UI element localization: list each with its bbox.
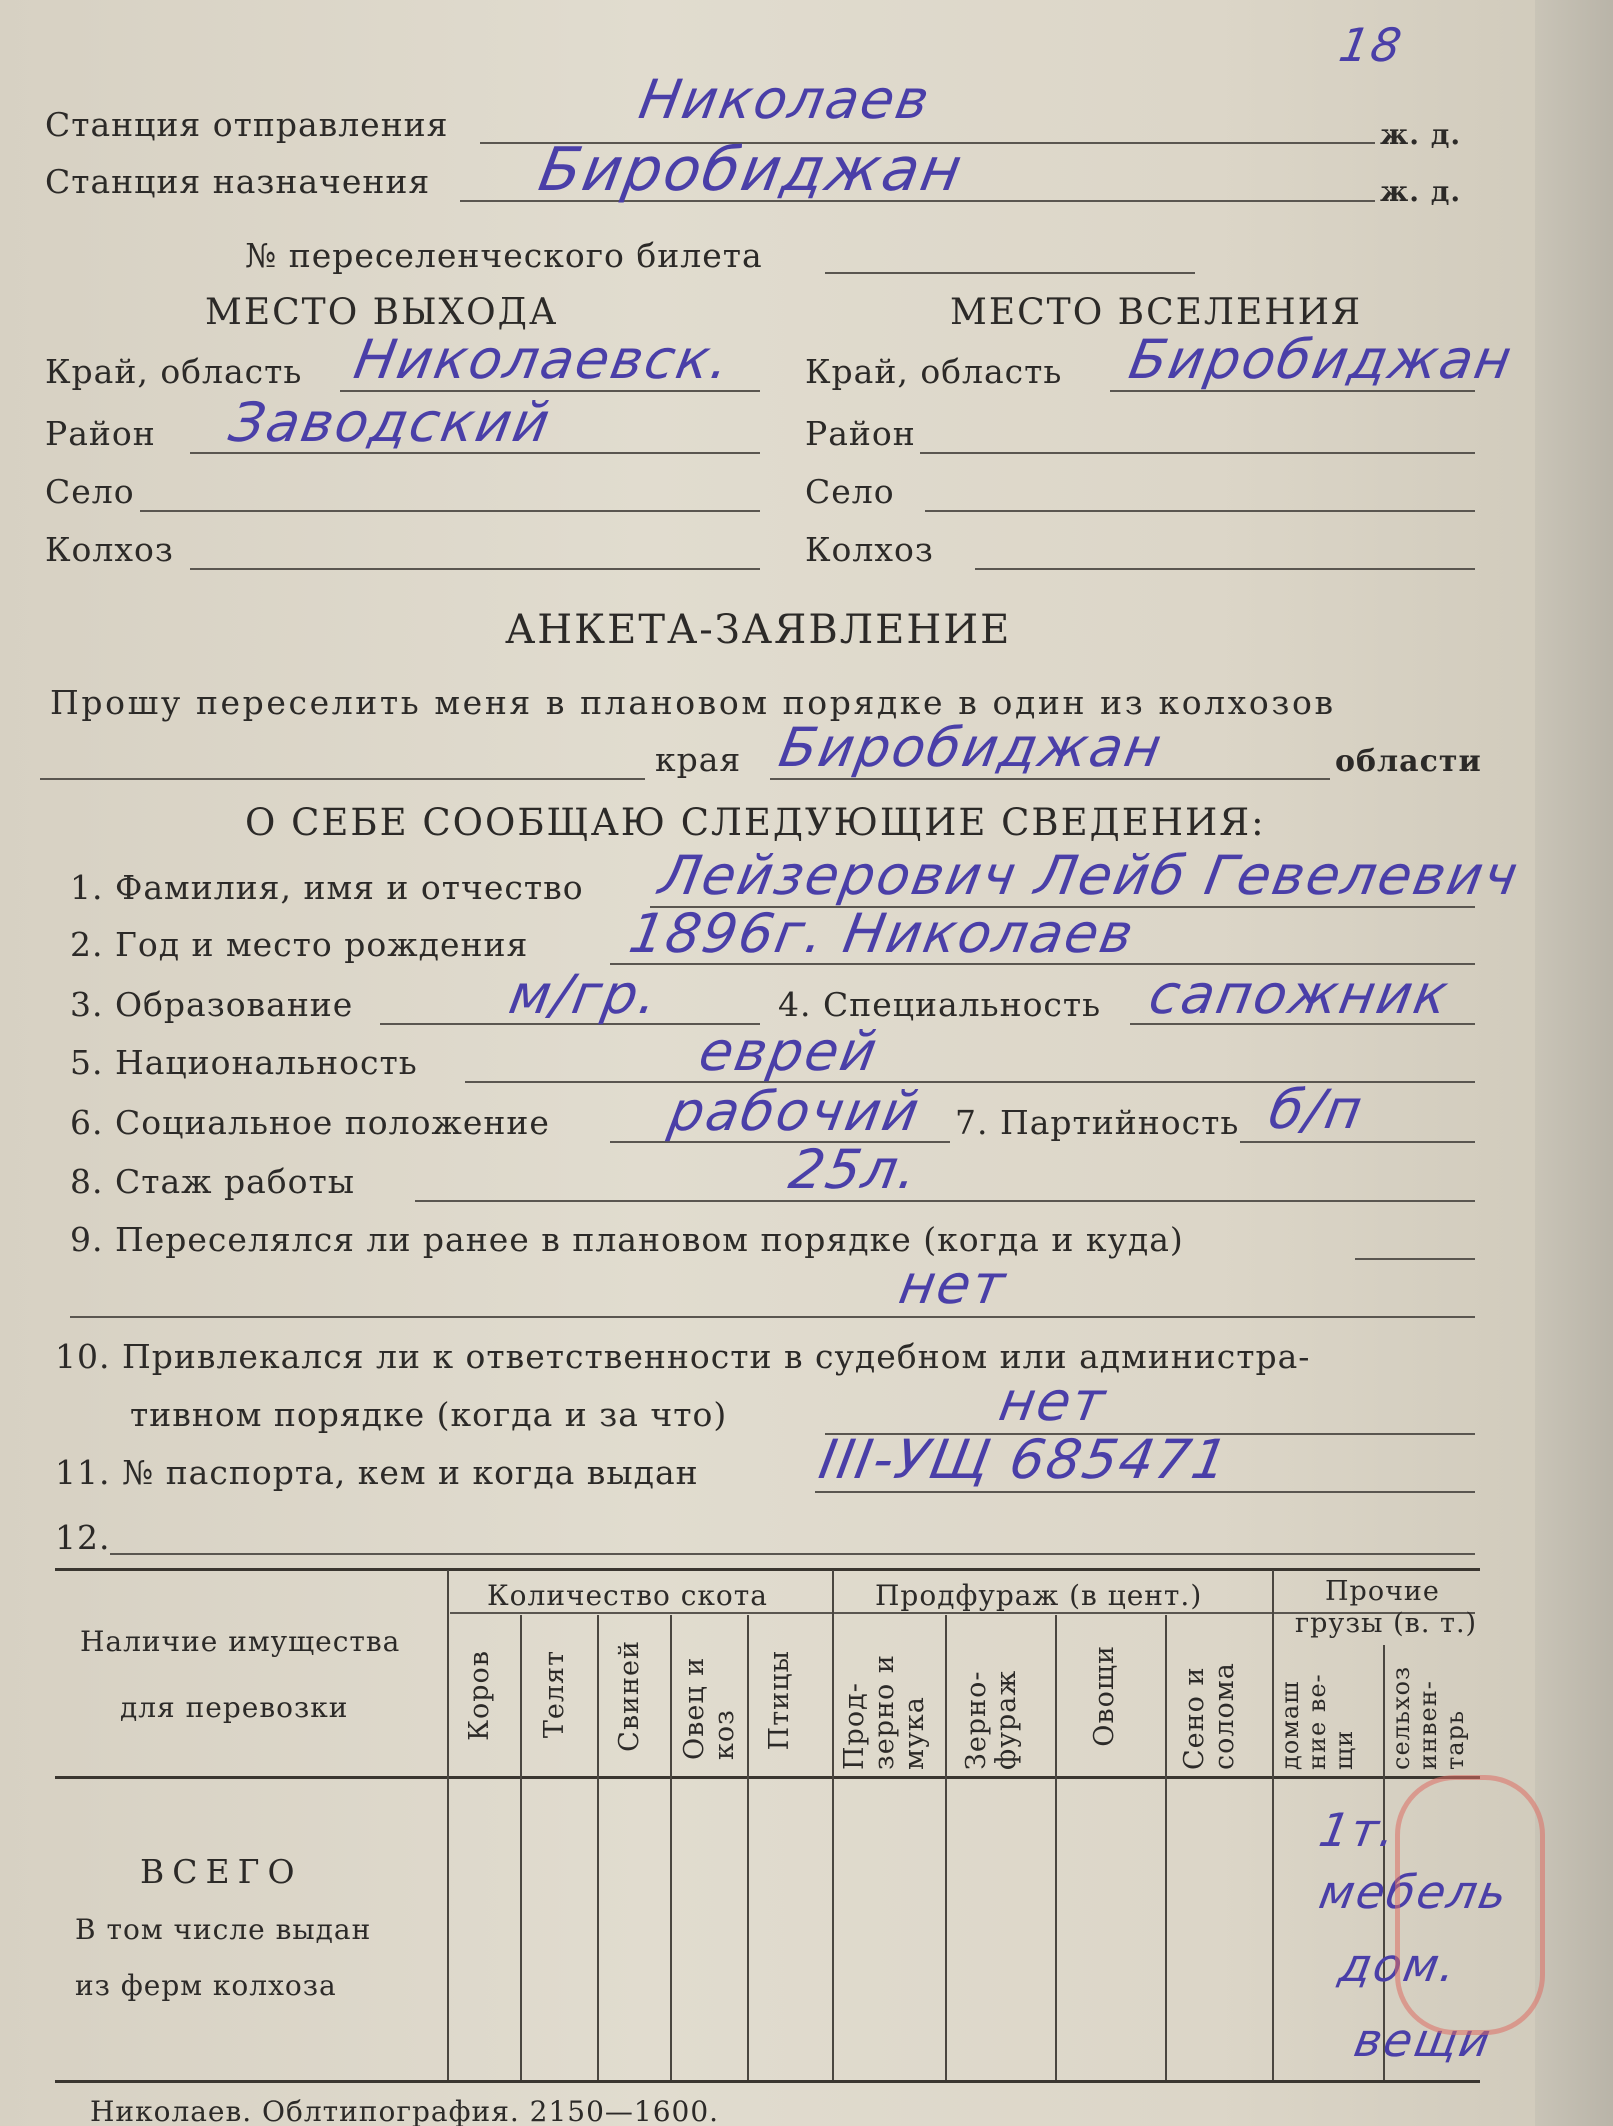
table-top-border [55,1568,1480,1571]
from-title: МЕСТО ВЫХОДА [205,292,559,333]
request-line1: Прошу переселить меня в плановом порядке в один из колхозов [50,683,1336,722]
col-food-grain: Прод- зерно и мука [839,1654,930,1770]
field-4-label: 4. Специальность [778,985,1102,1024]
field-9-line-b [70,1316,1475,1318]
destination-value: Биробиджан [533,135,969,205]
field-8-line [415,1200,1475,1202]
to-district-label: Район [805,414,916,453]
table-header-border [55,1776,1480,1779]
col-sep-3 [670,1615,672,2080]
field-8-value: 25л. [784,1138,925,1201]
ticket-line [825,272,1195,274]
field-12-line [110,1553,1475,1555]
field-1-label: 1. Фамилия, имя и отчество [70,868,584,907]
field-10-line1: 10. Привлекался ли к ответственности в судебном или администра- [55,1337,1311,1376]
col-poultry: Птицы [764,1650,795,1751]
col-household: домаш ние ве- щи [1276,1673,1358,1770]
to-region-value: Биробиджан [1124,328,1518,391]
to-region-label: Край, область [805,352,1063,391]
departure-label: Станция отправления [45,105,449,144]
col-sep-4 [747,1615,749,2080]
from-village-label: Село [45,472,135,511]
field-9-value: нет [894,1253,1012,1316]
destination-label: Станция назначения [45,162,431,201]
destination-rail-suffix: ж. д. [1380,175,1462,208]
request-krai-label: края [655,740,742,779]
section-title: О СЕБЕ СООБЩАЮ СЛЕДУЮЩИЕ СВЕДЕНИЯ: [245,801,1266,844]
col-cows: Коров [464,1650,495,1741]
group-fodder: Продфураж (в цент.) [875,1579,1203,1612]
col-sep-8 [1165,1615,1167,2080]
other-value-line4: вещи [1350,2013,1497,2067]
field-4-value: сапожник [1144,963,1455,1026]
to-kolkhoz-label: Колхоз [805,530,934,569]
issued-line1: В том числе выдан [75,1913,372,1946]
request-krai-value: Биробиджан [774,716,1168,779]
col-hay-straw: Сено и солома [1179,1662,1240,1770]
from-kolkhoz-label: Колхоз [45,530,174,569]
departure-value: Николаев [634,68,936,131]
field-9-line-a [1355,1258,1475,1260]
field-2-label: 2. Год и место рождения [70,925,529,964]
col-sep-2 [597,1615,599,2080]
from-region-label: Край, область [45,352,303,391]
from-kolkhoz-line [190,568,760,570]
col-farm-tools: сельхоз инвен- тарь [1387,1665,1469,1770]
field-1-value: Лейзерович Лейб Гевелевич [654,844,1525,907]
table-row-header-line1: Наличие имущества [80,1625,401,1658]
issued-line2: из ферм колхоза [75,1969,337,2002]
table-row-header-line2: для перевозки [120,1691,349,1724]
col-pigs: Свиней [614,1640,645,1752]
field-11-value: III-УЩ 685471 [814,1428,1235,1491]
from-village-line [140,510,760,512]
paper-edge [1535,0,1613,2126]
ticket-label: № переселенческого билета [245,236,763,275]
request-krai-line [40,778,645,780]
field-6-value: рабочий [664,1080,926,1143]
field-7-value: б/п [1264,1078,1369,1141]
field-3-label: 3. Образование [70,985,354,1024]
group-other-line1: Прочие [1325,1576,1440,1607]
col-sep-1 [520,1615,522,2080]
field-7-label: 7. Партийность [955,1103,1240,1142]
field-12-label: 12. [55,1518,111,1557]
field-8-label: 8. Стаж работы [70,1162,356,1201]
group-other-line2: грузы (в. т.) [1295,1608,1478,1639]
printer-footer: Николаев. Облтипография. 2150—1600. [90,2095,720,2126]
field-3-value: м/гр. [504,963,665,1026]
col-sheep-goats: Овец и коз [679,1656,740,1760]
other-value-line1: 1т. [1315,1803,1402,1857]
field-9-label: 9. Переселялся ли ранее в плановом порядке (когда и куда) [70,1220,1184,1259]
col-sep-6 [945,1615,947,2080]
col-grain-fodder: Зерно- фураж [961,1669,1022,1770]
request-oblast-label: области [1335,744,1482,779]
col-vegetables: Овощи [1089,1645,1120,1747]
departure-rail-suffix: ж. д. [1380,118,1462,151]
field-10-value: нет [994,1370,1112,1433]
to-district-line [920,452,1475,454]
from-region-value: Николаевск. [349,328,737,391]
col-sep-9 [1272,1570,1274,2080]
to-title: МЕСТО ВСЕЛЕНИЯ [950,292,1363,333]
red-stamp [1395,1775,1545,2035]
to-village-line [925,510,1475,512]
total-label: ВСЕГО [140,1852,303,1891]
field-10-line2: тивном порядке (когда и за что) [130,1395,728,1434]
to-kolkhoz-line [975,568,1475,570]
field-5-value: еврей [694,1020,884,1083]
col-sep-7 [1055,1615,1057,2080]
col-sep-5 [832,1570,834,2080]
field-11-label: 11. № паспорта, кем и когда выдан [55,1453,699,1492]
field-11-line [815,1491,1475,1493]
field-5-label: 5. Национальность [70,1043,418,1082]
col-calves: Телят [539,1650,570,1739]
col-sep-0 [447,1570,449,2080]
table-bottom-border [55,2080,1480,2083]
field-2-value: 1896г. Николаев [624,902,1140,965]
other-value-line2: мебель [1315,1865,1513,1919]
page-number: 18 [1335,18,1408,72]
from-district-value: Заводский [224,391,557,454]
form-title: АНКЕТА-ЗАЯВЛЕНИЕ [505,607,1012,653]
field-6-label: 6. Социальное положение [70,1103,550,1142]
other-value-line3: дом. [1335,1938,1463,1992]
field-7-line [1240,1141,1475,1143]
group-livestock: Количество скота [487,1579,768,1612]
from-district-label: Район [45,414,156,453]
to-village-label: Село [805,472,895,511]
